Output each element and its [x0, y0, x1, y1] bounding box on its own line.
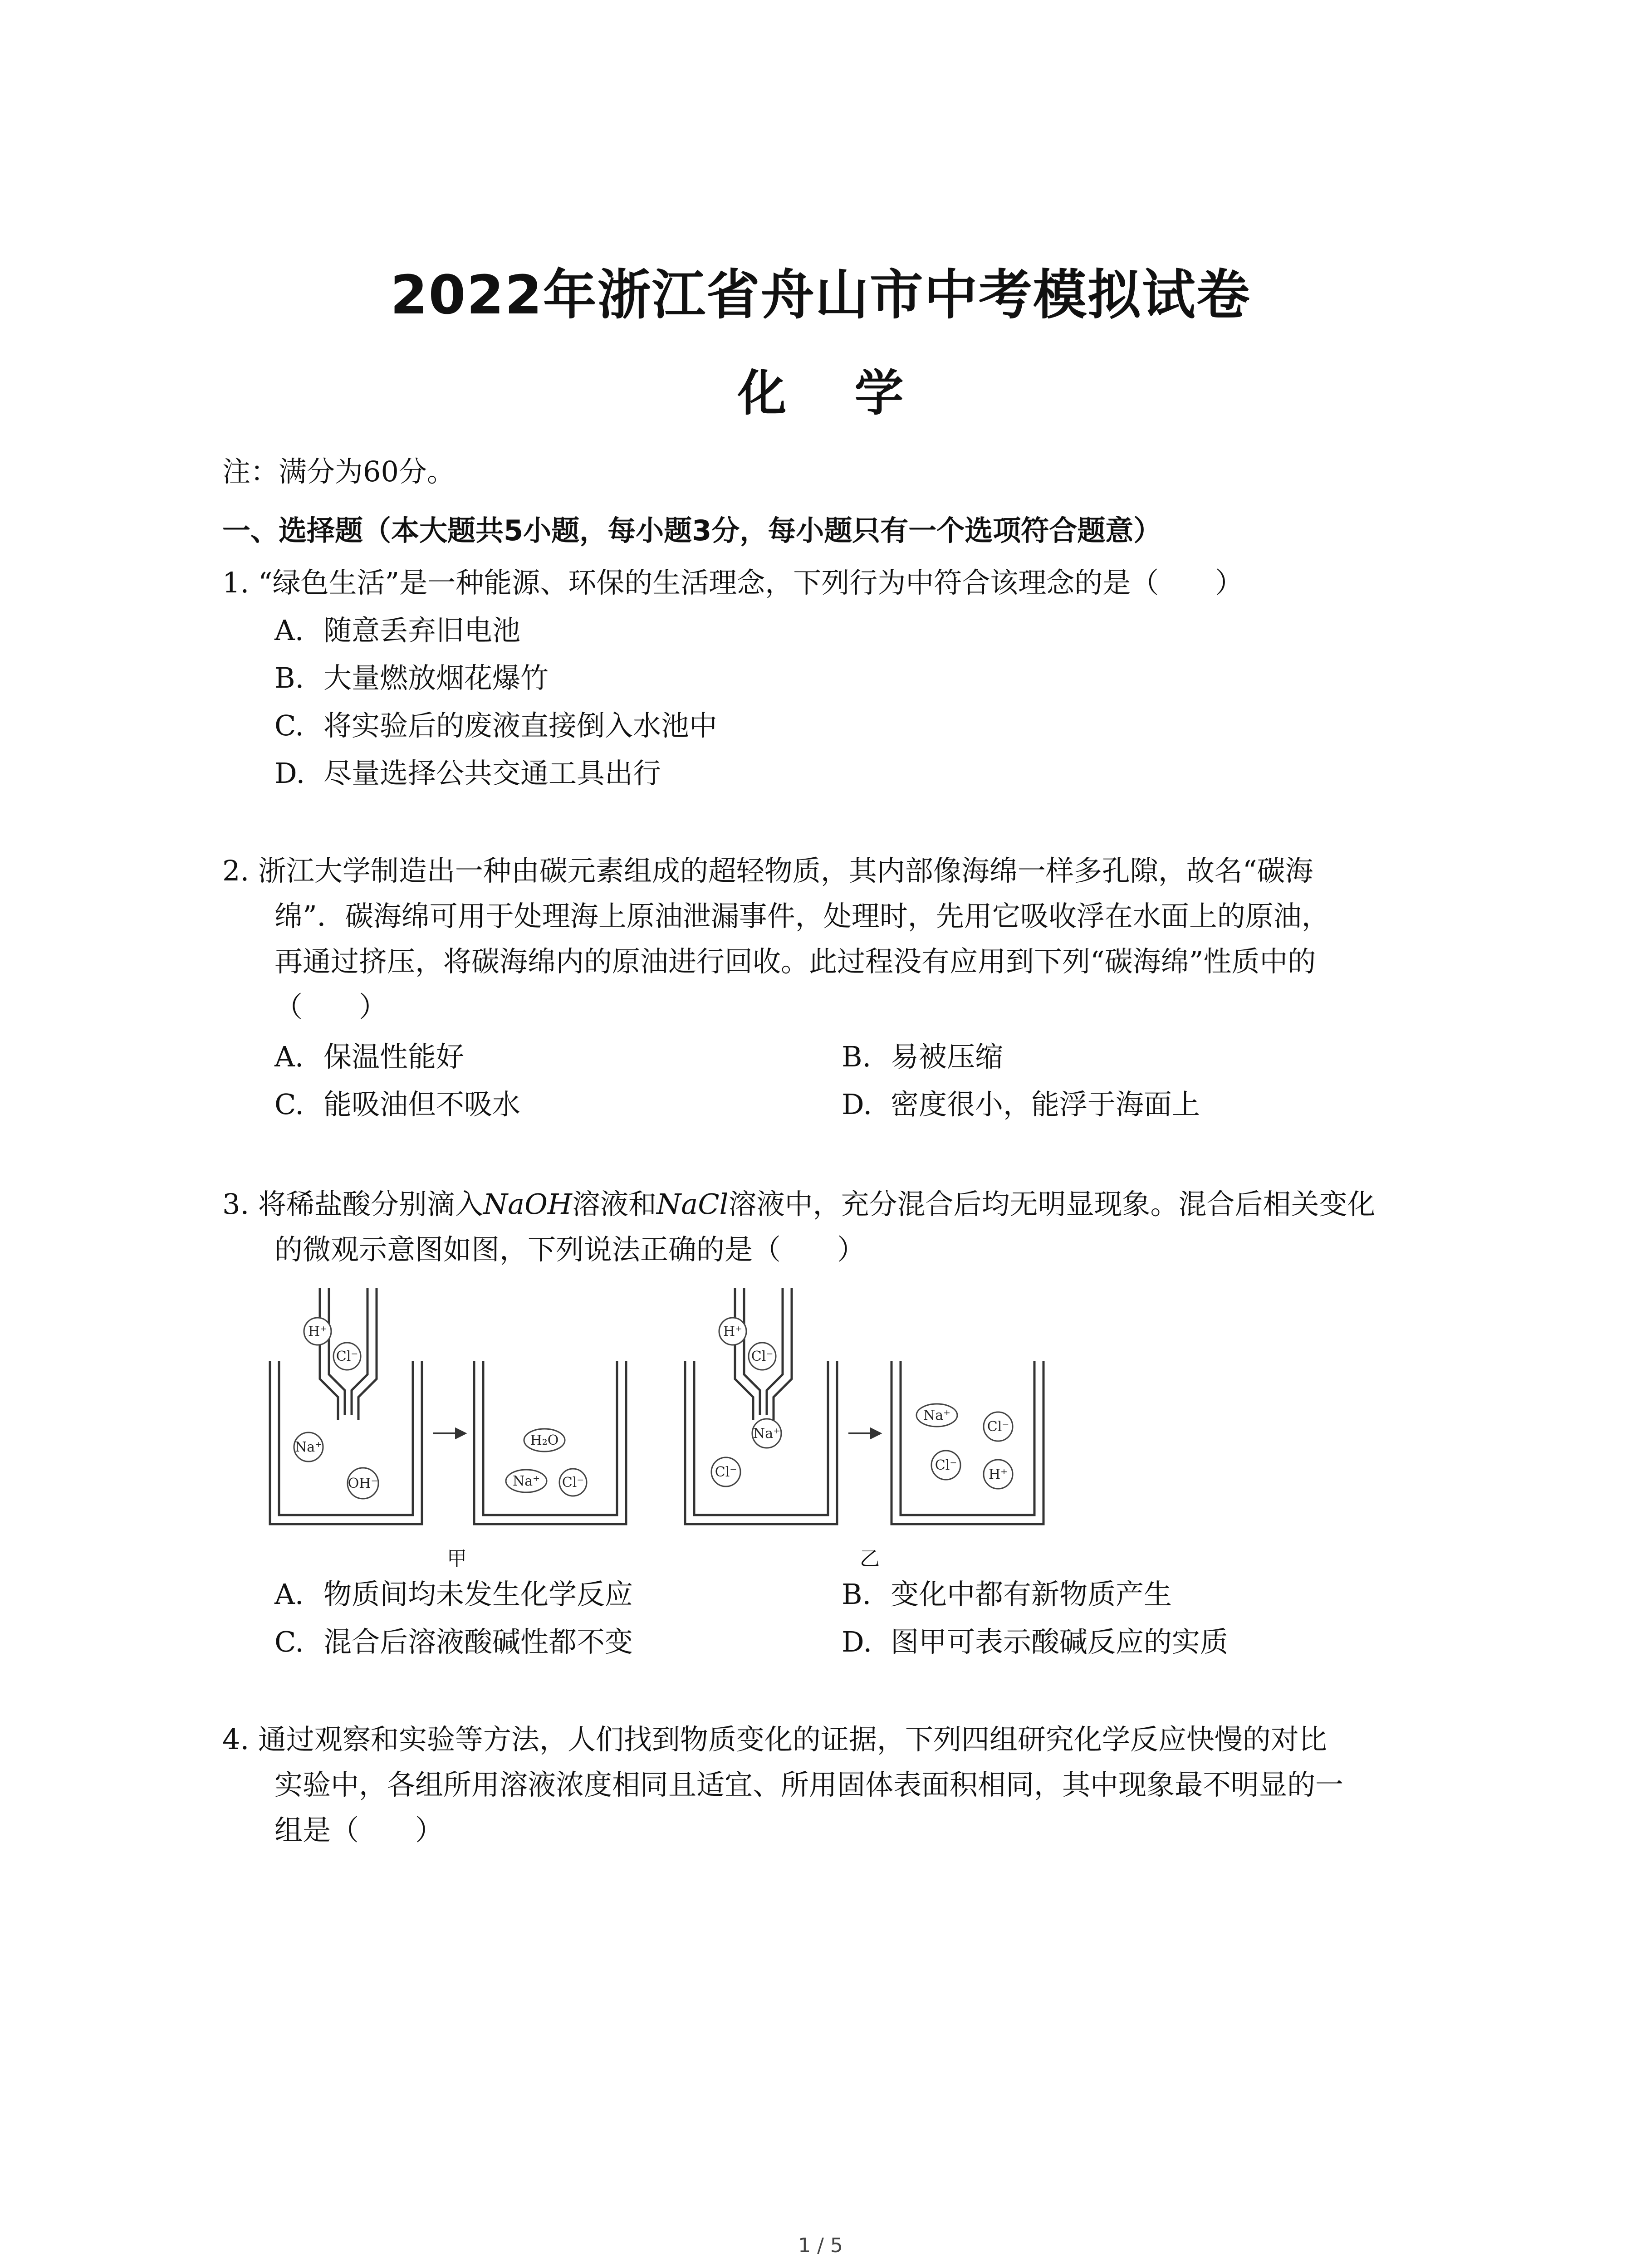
question-2-option-d: [842, 1086, 1200, 1123]
ion-cl-label: Cl⁻: [935, 1457, 957, 1473]
question-3-option-b: [842, 1576, 1172, 1613]
ion-cl-label: Cl⁻: [751, 1349, 774, 1364]
reaction-diagram-svg: [265, 1284, 1064, 1538]
ion-na-label: Na⁺: [295, 1439, 322, 1455]
question-1-option-c: [274, 708, 717, 744]
beaker-3: [685, 1288, 837, 1524]
option-label: D.: [842, 1088, 872, 1121]
question-3-option-c: [274, 1624, 633, 1660]
option-text: 密度很小，能浮于海面上: [891, 1088, 1200, 1121]
option-label: D.: [842, 1625, 872, 1658]
question-1-stem: 1. “绿色生活”是一种能源、环保的生活理念，下列行为中符合该理念的是（ ）: [222, 566, 1244, 599]
ion-cl-label: Cl⁻: [987, 1419, 1009, 1435]
beaker-4: [892, 1361, 1043, 1524]
arrow-head-icon: [871, 1429, 880, 1438]
option-label: C.: [274, 709, 304, 742]
question-4-stem-line: 组是（ ）: [274, 1813, 444, 1847]
score-note: 注：满分为60分。: [222, 455, 455, 488]
question-1-option-d: [274, 755, 661, 792]
ion-h-label: H⁺: [723, 1324, 742, 1339]
ion-cl-label: Cl⁻: [336, 1349, 358, 1364]
option-label: C.: [274, 1625, 304, 1658]
figure-caption-yi: 乙: [860, 1547, 880, 1570]
ion-na-label: Na⁺: [923, 1408, 950, 1423]
question-4-stem-line: 实验中，各组所用溶液浓度相同且适宜、所用固体表面积相同，其中现象最不明显的一: [274, 1768, 1344, 1801]
ion-oh-label: OH⁻: [348, 1476, 378, 1491]
molecule-h2o-label: H₂O: [530, 1432, 559, 1448]
question-1-option-a: [274, 612, 520, 649]
section-heading: 一、选择题（本大题共5小题，每小题3分，每小题只有一个选项符合题意）: [222, 514, 1162, 547]
question-3-option-d: [842, 1624, 1228, 1660]
question-2-stem-line: （ ）: [274, 990, 387, 1023]
option-text: 图甲可表示酸碱反应的实质: [891, 1625, 1229, 1658]
ion-cl-label: Cl⁻: [562, 1475, 584, 1491]
ion-na-label: Na⁺: [513, 1473, 540, 1489]
exam-title: 2022年浙江省舟山市中考模拟试卷: [390, 264, 1251, 326]
option-text: 随意丢弃旧电池: [323, 614, 521, 647]
question-2-stem-line: 2. 浙江大学制造出一种由碳元素组成的超轻物质，其内部像海绵一样多孔隙，故名“碳海: [222, 854, 1313, 887]
stem-text: 溶液和: [572, 1188, 657, 1221]
subject-title: 化学: [737, 365, 972, 422]
option-text: 保温性能好: [323, 1040, 465, 1073]
stem-text: 溶液中，充分混合后均无明显现象。混合后相关变化: [728, 1188, 1376, 1221]
option-label: B.: [842, 1040, 872, 1073]
question-3-stem-line: 的微观示意图如图，下列说法正确的是（ ）: [274, 1233, 866, 1266]
option-text: 能吸油但不吸水: [323, 1088, 521, 1121]
figure-caption-jia: 甲: [447, 1547, 467, 1570]
page-number: 1 / 5: [798, 2234, 843, 2257]
stem-text: 3. 将稀盐酸分别滴入: [222, 1188, 483, 1221]
question-3-option-a: [274, 1576, 633, 1613]
formula-nacl: NaCl: [656, 1188, 729, 1221]
option-label: B.: [274, 661, 304, 694]
option-text: 混合后溶液酸碱性都不变: [323, 1625, 633, 1658]
ion-h-label: H⁺: [989, 1466, 1008, 1482]
option-label: C.: [274, 1088, 304, 1121]
option-text: 尽量选择公共交通工具出行: [323, 757, 661, 790]
question-4-stem-line: 4. 通过观察和实验等方法，人们找到物质变化的证据，下列四组研究化学反应快慢的对比: [222, 1723, 1327, 1756]
arrow-head-icon: [456, 1429, 465, 1438]
beaker-1: [270, 1288, 422, 1524]
question-2-option-c: [274, 1086, 520, 1123]
question-1-option-b: [274, 660, 549, 696]
ion-h-label: H⁺: [308, 1324, 327, 1339]
option-text: 将实验后的废液直接倒入水池中: [323, 709, 718, 742]
option-text: 易被压缩: [891, 1040, 1004, 1073]
ion-cl-label: Cl⁻: [715, 1464, 737, 1480]
option-label: A.: [274, 614, 304, 647]
question-2-stem-line: 绵”．碳海绵可用于处理海上原油泄漏事件，处理时，先用它吸收浮在水面上的原油，: [274, 899, 1330, 933]
option-text: 物质间均未发生化学反应: [323, 1578, 633, 1611]
option-label: B.: [842, 1578, 872, 1611]
formula-naoh: NaOH: [483, 1188, 572, 1221]
option-label: A.: [274, 1578, 304, 1611]
option-text: 大量燃放烟花爆竹: [323, 661, 549, 694]
reaction-diagram: [265, 1284, 1064, 1538]
question-2-option-b: [842, 1039, 1003, 1075]
option-label: D.: [274, 757, 305, 790]
option-label: A.: [274, 1040, 304, 1073]
question-2-option-a: [274, 1039, 464, 1075]
question-3-stem-line: [222, 1186, 1376, 1222]
option-text: 变化中都有新物质产生: [891, 1578, 1172, 1611]
question-2-stem-line: 再通过挤压，将碳海绵内的原油进行回收。此过程没有应用到下列“碳海绵”性质中的: [274, 945, 1316, 978]
ion-na-label: Na⁺: [753, 1426, 780, 1442]
